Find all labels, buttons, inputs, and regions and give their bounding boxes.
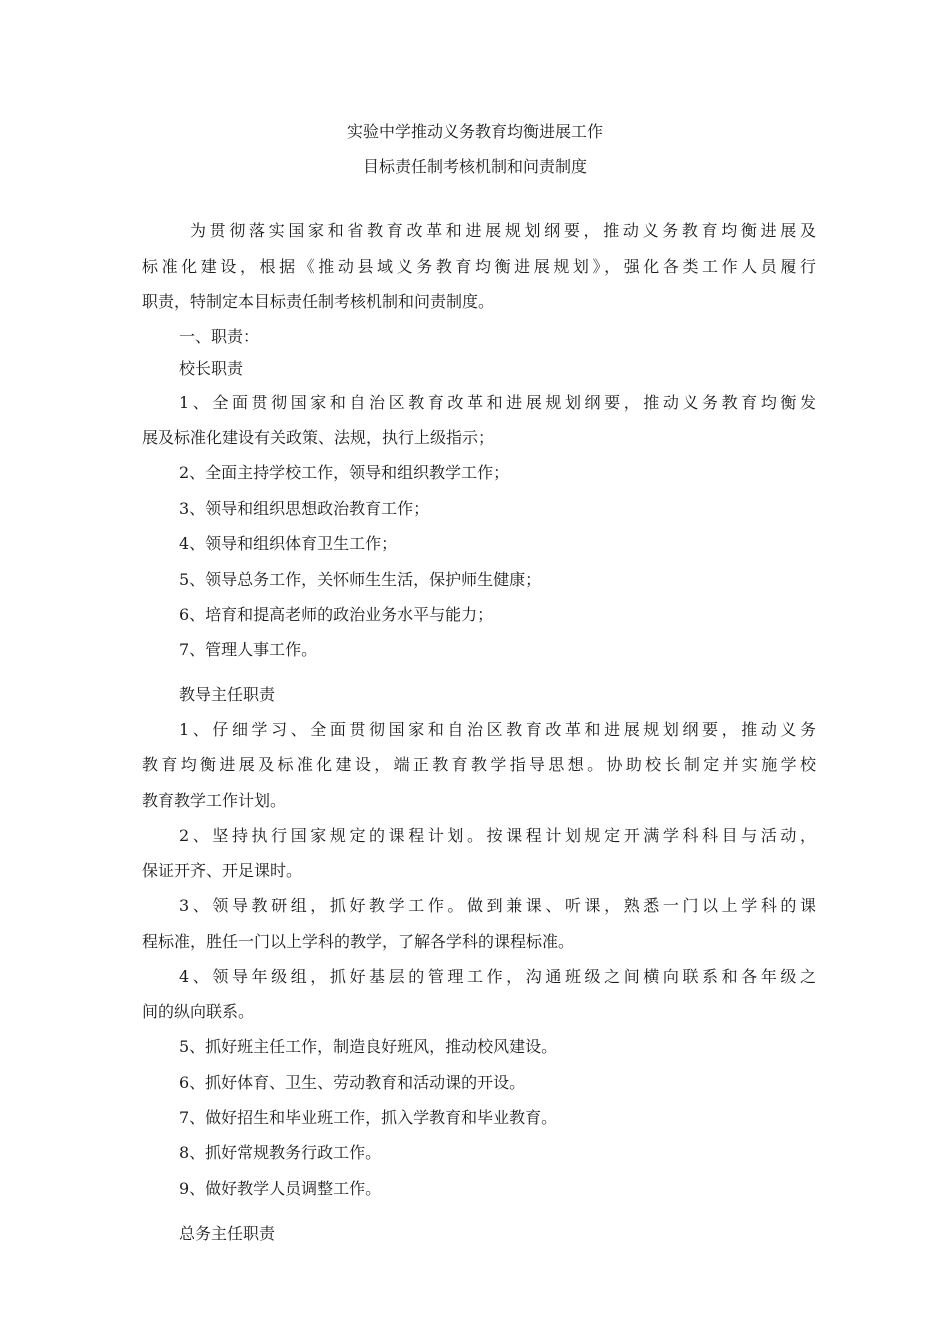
intro-line-3: 职责，特制定本目标责任制考核机制和问责制度。 <box>142 292 495 311</box>
principal-item-1-line-2: 展及标准化建设有关政策、法规，执行上级指示； <box>142 428 495 447</box>
dean-item-3-line-1: 3、领导教研组，抓好教学工作。做到兼课、听课，熟悉一门以上学科的课 <box>179 896 816 915</box>
dean-duties-heading: 教导主任职责 <box>179 685 276 704</box>
dean-item-3-line-2: 程标准，胜任一门以上学科的教学，了解各学科的课程标准。 <box>142 932 575 951</box>
intro-line-2: 标准化建设，根据《推动县域义务教育均衡进展规划》，强化各类工作人员履行 <box>142 257 816 276</box>
principal-item-3: 3、领导和组织思想政治教育工作； <box>179 499 430 518</box>
dean-item-7: 7、做好招生和毕业班工作，抓入学教育和毕业教育。 <box>179 1108 558 1127</box>
principal-item-1-line-1: 1、全面贯彻国家和自治区教育改革和进展规划纲要，推动义务教育均衡发 <box>179 393 816 412</box>
dean-item-8: 8、抓好常规教务行政工作。 <box>179 1143 382 1162</box>
principal-item-6: 6、培育和提高老师的政治业务水平与能力； <box>179 605 494 624</box>
dean-item-4-line-1: 4、领导年级组，抓好基层的管理工作，沟通班级之间横向联系和各年级之 <box>179 967 816 986</box>
dean-item-5: 5、抓好班主任工作，制造良好班风，推动校风建设。 <box>179 1037 558 1056</box>
dean-item-1-line-3: 教育教学工作计划。 <box>142 791 287 810</box>
dean-item-9: 9、做好教学人员调整工作。 <box>179 1179 382 1198</box>
document-title-line-2: 目标责任制考核机制和问责制度 <box>362 157 587 176</box>
section-heading-duties: 一、职责： <box>179 327 260 346</box>
dean-item-6: 6、抓好体育、卫生、劳动教育和活动课的开设。 <box>179 1073 526 1092</box>
principal-item-5: 5、领导总务工作，关怀师生生活，保护师生健康； <box>179 570 542 589</box>
dean-item-2-line-1: 2、坚持执行国家规定的课程计划。按课程计划规定开满学科科目与活动， <box>179 826 816 845</box>
document-title-line-1: 实验中学推动义务教育均衡进展工作 <box>346 122 603 141</box>
dean-item-4-line-2: 间的纵向联系。 <box>142 1002 255 1021</box>
intro-line-1: 为贯彻落实国家和省教育改革和进展规划纲要，推动义务教育均衡进展及 <box>190 221 816 240</box>
principal-item-2: 2、全面主持学校工作，领导和组织教学工作； <box>179 463 510 482</box>
dean-item-1-line-2: 教育均衡进展及标准化建设，端正教育教学指导思想。协助校长制定并实施学校 <box>142 755 816 774</box>
dean-item-2-line-2: 保证开齐、开足课时。 <box>142 861 303 880</box>
principal-duties-heading: 校长职责 <box>179 359 244 378</box>
principal-item-7: 7、管理人事工作。 <box>179 640 318 659</box>
principal-item-4: 4、领导和组织体育卫生工作； <box>179 534 398 553</box>
dean-item-1-line-1: 1、仔细学习、全面贯彻国家和自治区教育改革和进展规划纲要，推动义务 <box>179 720 816 739</box>
general-affairs-duties-heading: 总务主任职责 <box>179 1224 276 1243</box>
